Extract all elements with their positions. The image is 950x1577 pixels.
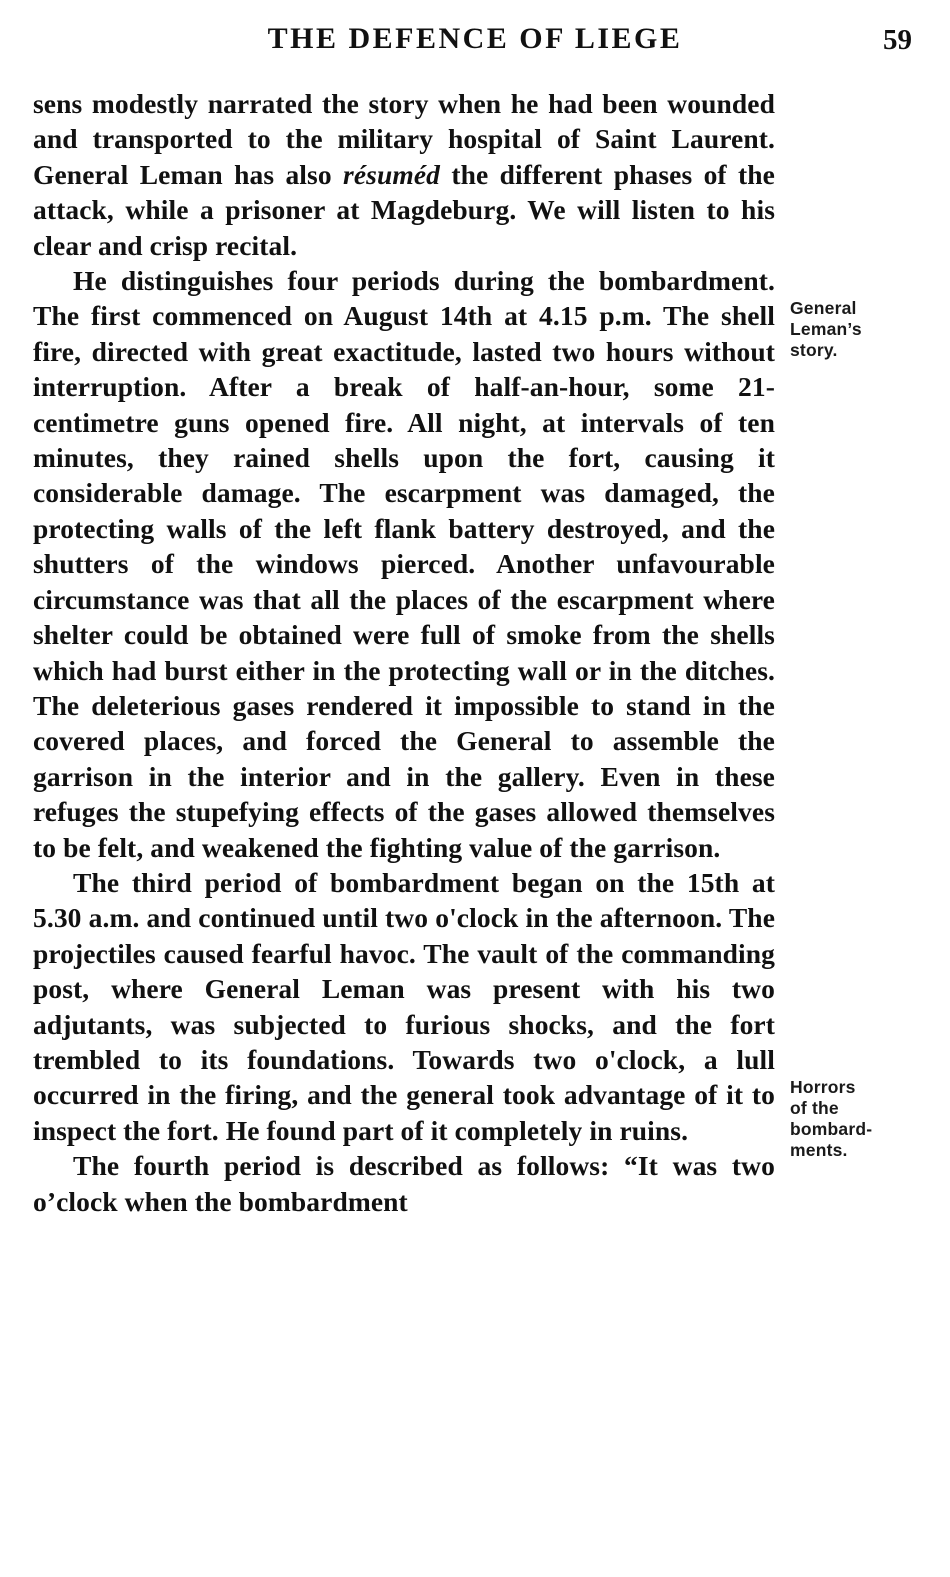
paragraph-1-part-b: the different phases of the attack, while a prisoner at Magdeburg. We will listen to his clear and crisp recital. (33, 158, 775, 261)
paragraph-4: The fourth period is described as follows: “It was two o’clock when the bombardment (33, 1150, 775, 1217)
sidenote-line: of the (790, 1098, 839, 1118)
sidenote-line: story. (790, 340, 838, 360)
sidenote-horrors-of-the-bombardments (790, 1077, 940, 1161)
page-number: 59 (883, 24, 912, 56)
text-column (33, 86, 775, 1219)
sidenote-line: bombard- (790, 1119, 873, 1139)
sidenote-line: General (790, 298, 857, 318)
sidenote-line: Horrors (790, 1077, 856, 1097)
sidenote-line: Leman’s (790, 319, 862, 339)
sidenote-general-lemans-story (790, 298, 940, 361)
sidenote-line: ments. (790, 1140, 848, 1160)
paragraph-1 (33, 86, 775, 263)
paragraph-1-italic-word: résuméd (343, 158, 440, 190)
paragraph-2: He distinguishes four periods during the bombardment. The first commenced on August 14th at 4.15 p.m. The shell fire, directed with great exactitude, lasted two hours without interruption. After a break of half-an-hour, some 21-centimetre guns opened fire. All night, at intervals of ten minutes, they rained shells upon the fort, causing it considerable damage. The escarpment was damaged, the protecting walls of the left flank battery destroyed, and the shutters of the windows pierced. Another unfavourable circumstance was that all the places of the escarpment where shelter could be obtained were full of smoke from the shells which had burst either in the protecting wall or in the ditches. The deleterious gases rendered it impossible to stand in the covered places, and forced the General to assemble the garrison in the interior and in the gallery. Even in these refuges the stupefying effects of the gases allowed themselves to be felt, and weakened the fighting value of the garrison. (33, 265, 775, 863)
running-title: THE DEFENCE OF LIEGE (267, 22, 683, 55)
paragraph-1-part-a: sens modestly narrated the story when he had been wounded and transported to the military hospital of Saint Laurent. General Leman has also (33, 88, 775, 190)
page-header (0, 22, 950, 66)
paragraph-3: The third period of bombardment began on the 15th at 5.30 a.m. and continued until two o'clock in the afternoon. The projectiles caused fearful havoc. The vault of the commanding post, where General Leman was present with his two adjutants, was subjected to furious shocks, and the fort trembled to its foundations. Towards two o'clock, a lull occurred in the firing, and the general took advantage of it to inspect the fort. He found part of it completely in ruins. (33, 866, 775, 1146)
